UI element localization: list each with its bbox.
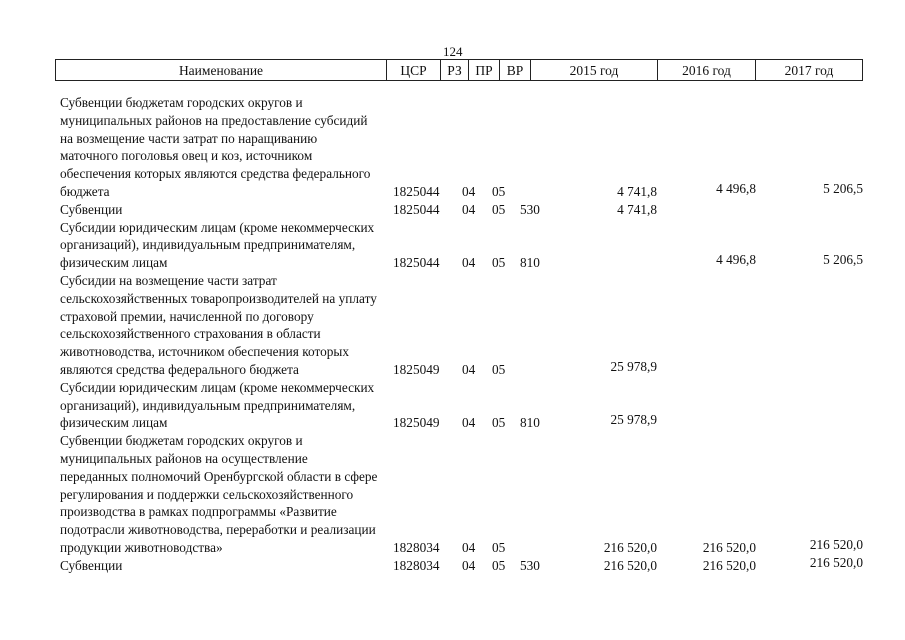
- row-2016: 4 496,8: [716, 252, 756, 268]
- row-name: Субсидии юридическим лицам (кроме некоммерческих организаций), индивидуальным предпринимателям, физическим лицам: [60, 219, 375, 271]
- header-2017: 2017 год: [755, 60, 862, 80]
- row-2017: 216 520,0: [809, 554, 863, 570]
- row-csr: 1825049: [393, 415, 440, 431]
- row-csr: 1825044: [393, 255, 440, 271]
- row-vr: 530: [520, 201, 540, 217]
- row-pr: 05: [492, 201, 506, 217]
- row-name: Субвенции: [60, 557, 123, 573]
- row-pr: 05: [492, 557, 506, 573]
- table-row: [60, 94, 880, 201]
- table-header: [55, 59, 863, 81]
- header-name: Наименование: [178, 63, 264, 78]
- row-2015: 25 978,9: [610, 412, 657, 428]
- row-csr: 1825044: [393, 183, 440, 199]
- row-2016: 216 520,0: [702, 557, 756, 573]
- row-2016: 216 520,0: [702, 539, 756, 555]
- row-2017: 5 206,5: [823, 252, 863, 268]
- row-2017: 216 520,0: [809, 536, 863, 552]
- row-name: Субсидии юридическим лицам (кроме некоммерческих организаций), индивидуальным предпринимателям, физическим лицам: [60, 379, 375, 431]
- page-number: 124: [443, 44, 463, 59]
- row-csr: 1825049: [393, 361, 440, 377]
- row-2015: 25 978,9: [610, 358, 657, 374]
- row-2015: 4 741,8: [617, 183, 657, 199]
- row-rz: 04: [462, 415, 476, 431]
- header-csr: ЦСР: [386, 60, 440, 80]
- row-2016: 4 496,8: [716, 180, 756, 196]
- row-vr: 810: [520, 255, 540, 271]
- row-pr: 05: [492, 415, 506, 431]
- header-2016: 2016 год: [657, 60, 755, 80]
- row-pr: 05: [492, 183, 506, 199]
- row-pr: 05: [492, 539, 506, 555]
- row-2017: 5 206,5: [823, 180, 863, 196]
- row-csr: 1828034: [393, 539, 440, 555]
- table-row: [60, 554, 880, 575]
- row-vr: 530: [520, 557, 540, 573]
- row-rz: 04: [462, 557, 476, 573]
- table-row: [60, 379, 880, 432]
- row-rz: 04: [462, 539, 476, 555]
- table-row: [60, 432, 880, 557]
- table-row: [60, 201, 880, 219]
- table-row: [60, 219, 880, 272]
- row-rz: 04: [462, 201, 476, 217]
- header-pr: ПР: [468, 60, 499, 80]
- row-2015: 216 520,0: [603, 539, 657, 555]
- row-pr: 05: [492, 255, 506, 271]
- table-row: [60, 272, 880, 379]
- row-name: Субвенции бюджетам городских округов и муниципальных районов на предоставление субсидий на возмещение части затрат по наращиванию маточного поголовья овец и коз, источником обеспечения которых являются средства федерального бюджета: [60, 95, 371, 199]
- row-2015: 216 520,0: [603, 557, 657, 573]
- row-rz: 04: [462, 255, 476, 271]
- header-vr: ВР: [499, 60, 530, 80]
- row-pr: 05: [492, 361, 506, 377]
- row-name: Субсидии на возмещение части затрат сельскохозяйственных товаропроизводителей на уплату страховой премии, начисленной по договору сельскохозяйственного страхования в области животноводства, источником обеспечения которых являются средства федерального бюджета: [60, 272, 377, 377]
- row-2015: 4 741,8: [617, 201, 657, 217]
- row-vr: 810: [520, 415, 540, 431]
- table-body: [60, 94, 880, 575]
- header-rz: РЗ: [440, 60, 468, 80]
- row-csr: 1828034: [393, 557, 440, 573]
- row-name: Субвенции: [60, 201, 123, 217]
- header-2015: 2015 год: [530, 60, 657, 80]
- row-csr: 1825044: [393, 201, 440, 217]
- row-name: Субвенции бюджетам городских округов и муниципальных районов на осуществление переданных полномочий Оренбургской области в сфере регулирования и поддержки сельскохозяйственного производства в рамках подпрограммы «Развитие подотрасли животноводства, переработки и реализации продукции животноводства»: [60, 433, 378, 555]
- row-rz: 04: [462, 361, 476, 377]
- row-rz: 04: [462, 183, 476, 199]
